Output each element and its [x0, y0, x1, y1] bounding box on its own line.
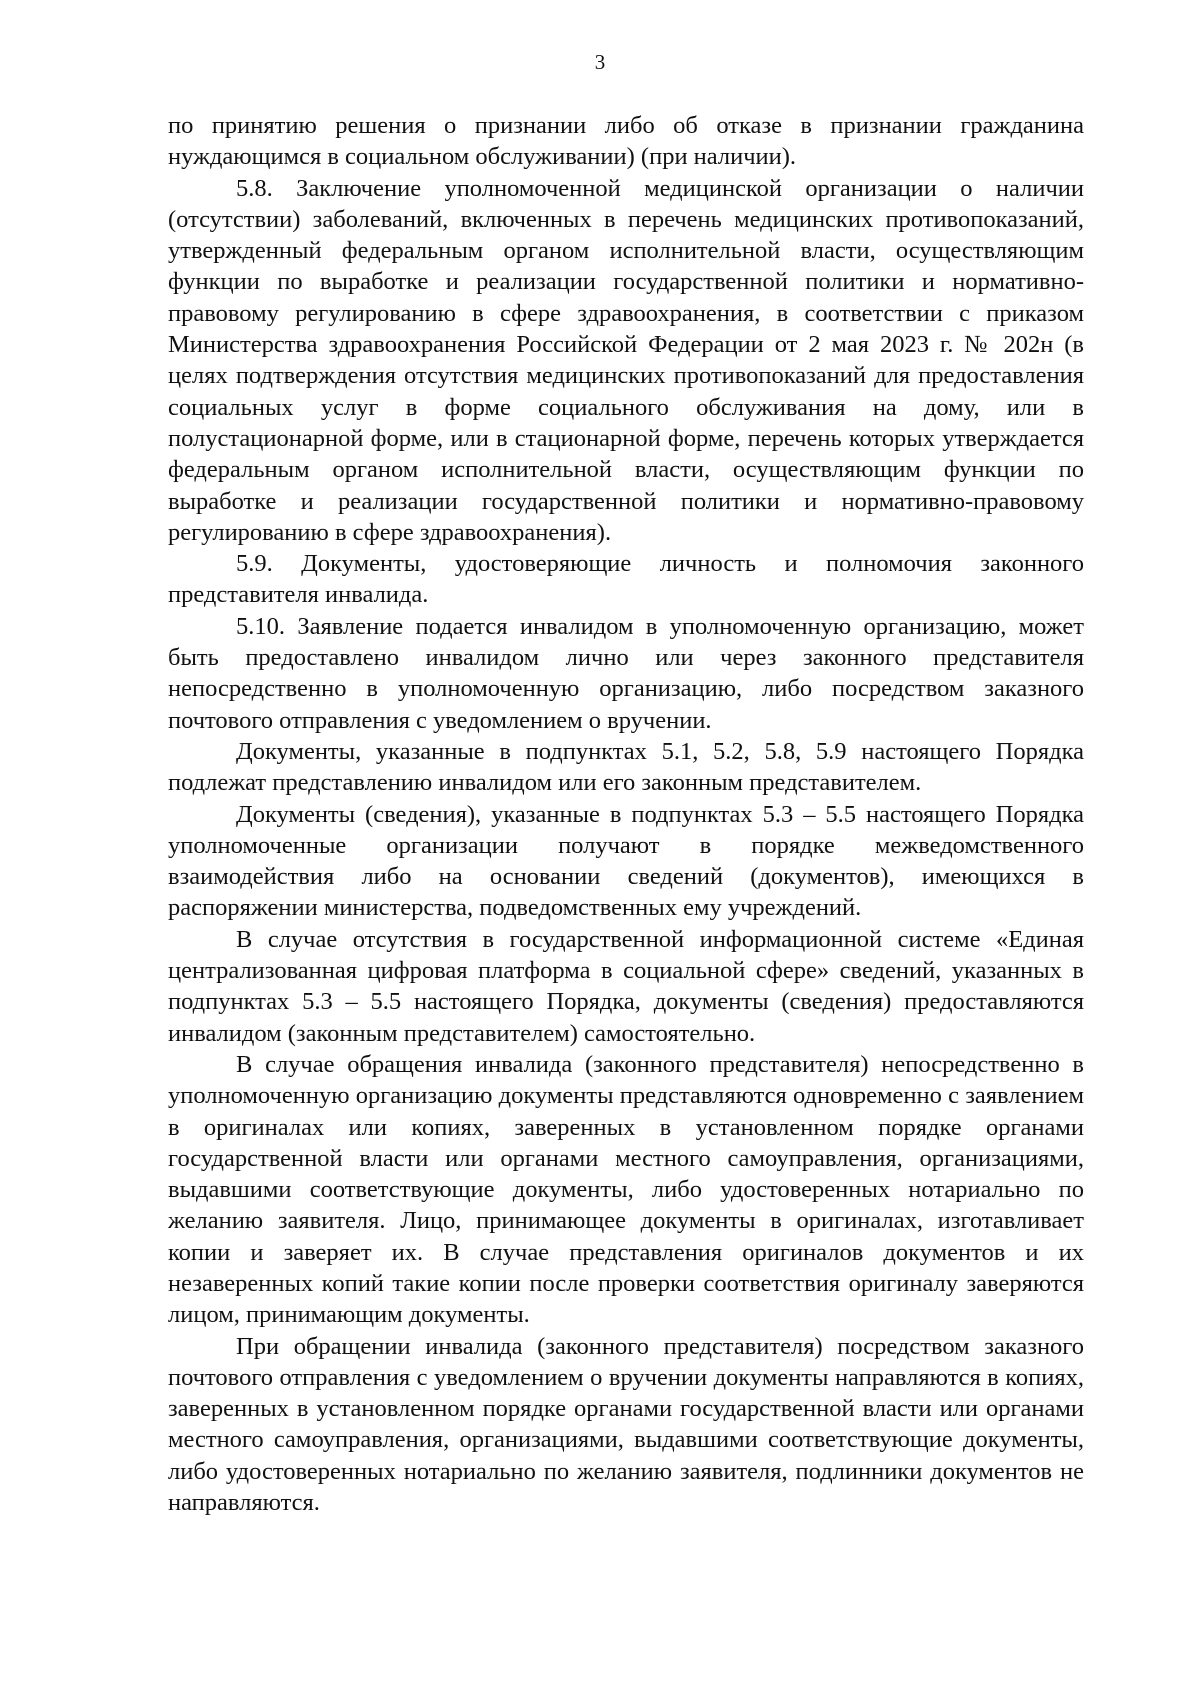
- paragraph-postal-submission: При обращении инвалида (законного представителя) посредством заказного почтового отправления с уведомлением о вручении документы направляются в копиях, заверенных в установленном порядке органами государственной власти или органами местного самоуправления, организациями, выдавшими соответствующие документы, либо удостоверенных нотариально по желанию заявителя, подлинники документов не направляются.: [168, 1332, 1084, 1517]
- document-body: [168, 110, 1084, 1518]
- paragraph-5-8: 5.8. Заключение уполномоченной медицинской организации о наличии (отсутствии) заболеваний, включенных в перечень медицинских противопоказаний, утвержденный федеральным органом исполнительной власти, осуществляющим функции по выработке и реализации государственной политики и нормативно-правовому регулированию в сфере здравоохранения, в соответствии с приказом Министерства здравоохранения Российской Федерации от 2 мая 2023 г. № 202н (в целях подтверждения отсутствия медицинских противопоказаний для предоставления социальных услуг в форме социального обслуживания на дому, или в полустационарной форме, или в стационарной форме, перечень которых утверждается федеральным органом исполнительной власти, осуществляющим функции по выработке и реализации государственной политики и нормативно-правовому регулированию в сфере здравоохранения).: [168, 174, 1084, 546]
- paragraph-5-10: 5.10. Заявление подается инвалидом в уполномоченную организацию, может быть предоставлено инвалидом лично или через законного представителя непосредственно в уполномоченную организацию, либо посредством заказного почтового отправления с уведомлением о вручении.: [168, 612, 1084, 734]
- paragraph-continuation: по принятию решения о признании либо об отказе в признании гражданина нуждающимся в социальном обслуживании) (при наличии).: [168, 112, 1084, 171]
- paragraph-direct-submission: В случае обращения инвалида (законного представителя) непосредственно в уполномоченную организацию документы представляются одновременно с заявлением в оригиналах или копиях, заверенных в установленном порядке органами государственной власти или органами местного самоуправления, организациями, выдавшими соответствующие документы, либо удостоверенных нотариально по желанию заявителя. Лицо, принимающее документы в оригиналах, изготавливает копии и заверяет их. В случае представления оригиналов документов и их незаверенных копий такие копии после проверки соответствия оригиналу заверяются лицом, принимающим документы.: [168, 1050, 1084, 1329]
- paragraph-documents-submission: Документы, указанные в подпунктах 5.1, 5.2, 5.8, 5.9 настоящего Порядка подлежат представлению инвалидом или его законным представителем.: [168, 737, 1084, 797]
- page-number: 3: [594, 50, 606, 74]
- paragraph-platform-absence: В случае отсутствия в государственной информационной системе «Единая централизованная цифровая платформа в социальной сфере» сведений, указанных в подпунктах 5.3 – 5.5 настоящего Порядка, документы (сведения) предоставляются инвалидом (законным представителем) самостоятельно.: [168, 925, 1084, 1047]
- paragraph-interagency-requests: Документы (сведения), указанные в подпунктах 5.3 – 5.5 настоящего Порядка уполномоченные организации получают в порядке межведомственного взаимодействия либо на основании сведений (документов), имеющихся в распоряжении министерства, подведомственных ему учреждений.: [168, 800, 1084, 922]
- paragraph-5-9: 5.9. Документы, удостоверяющие личность и полномочия законного представителя инвалида.: [168, 550, 1084, 609]
